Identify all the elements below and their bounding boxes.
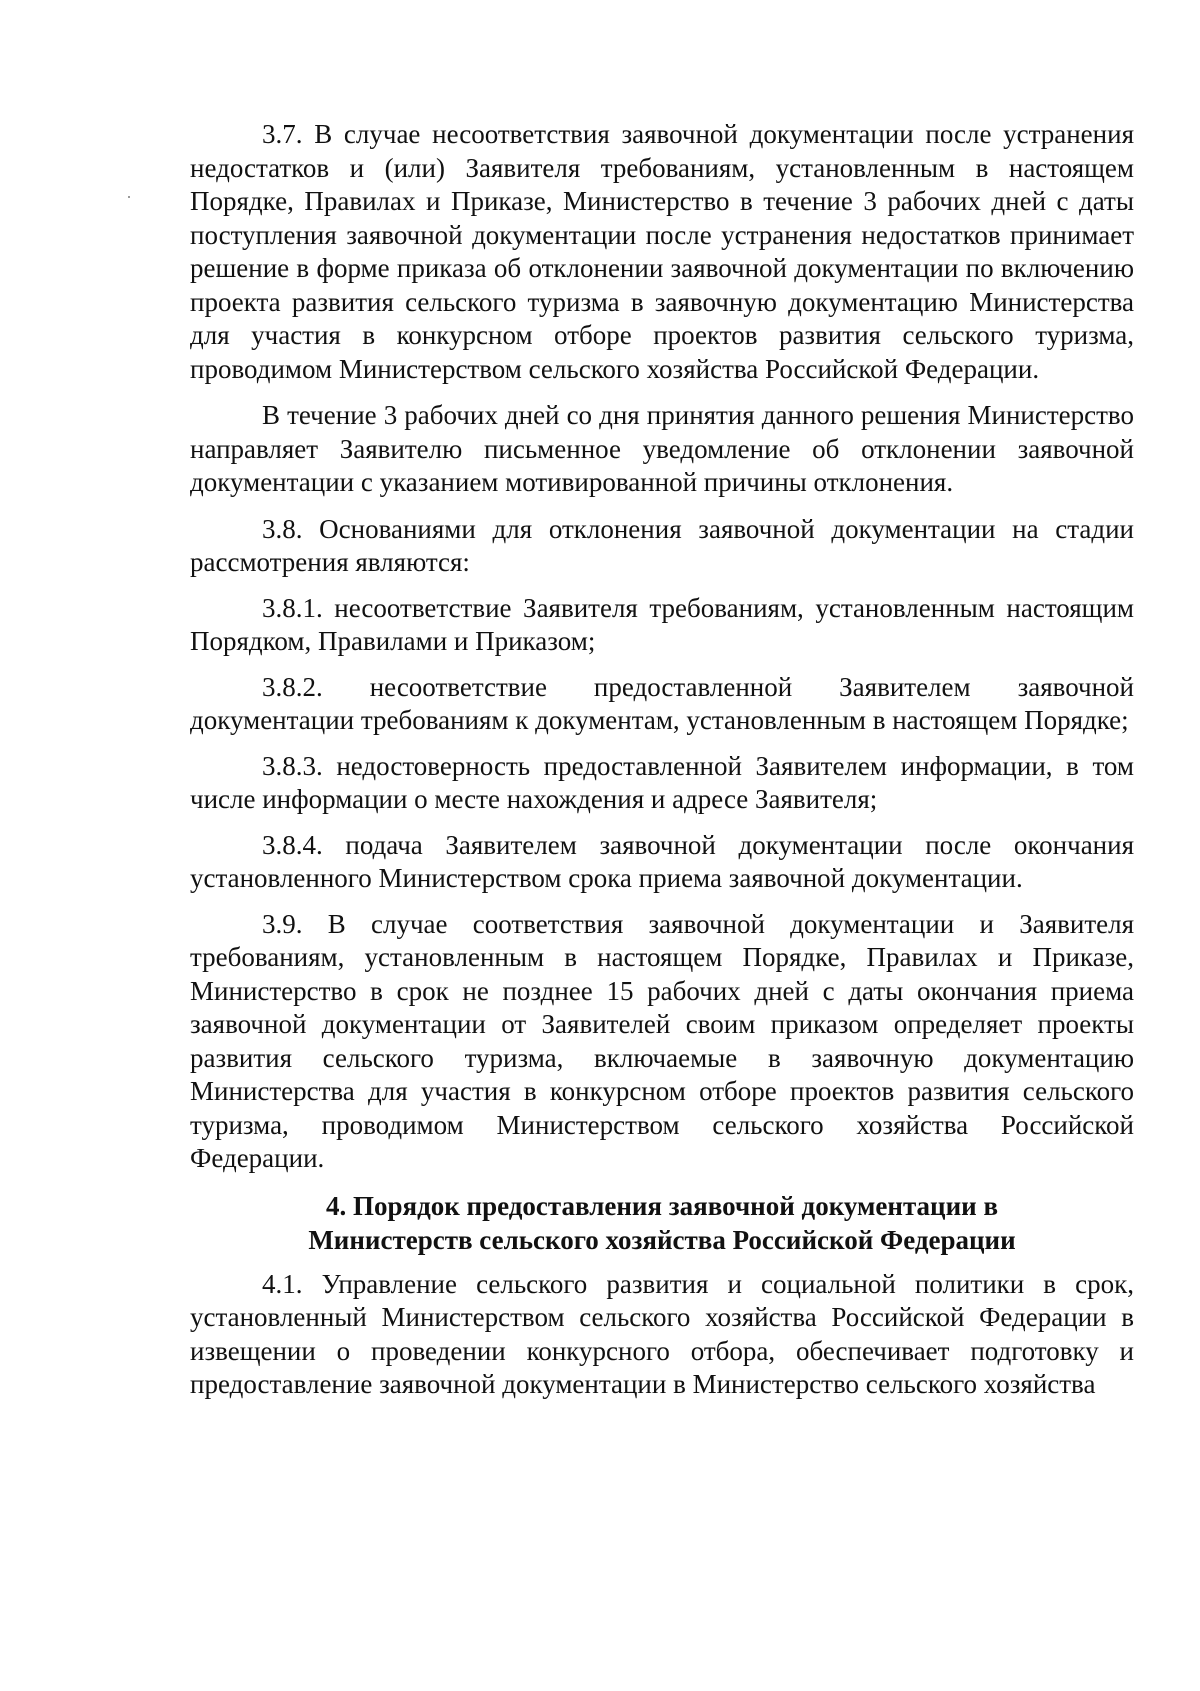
paragraph-3-7: 3.7. В случае несоответствия заявочной документации после устранения недостатков и (или) Заявителя требованиям, установленным в настоящем Порядке, Правилах и Приказе, Министерство в течение 3 рабочих дней с даты поступления заявочной документации после устранения недостатков принимает решение в форме приказа об отклонении заявочной документации по включению проекта развития сельского туризма в заявочную документацию Министерства для участия в конкурсном отборе проектов развития сельского туризма, проводимом Министерством сельского хозяйства Российской Федерации.	[190, 119, 1134, 384]
section-4-heading	[190, 1189, 1134, 1257]
paragraph-3-8-3: 3.8.3. недостоверность предоставленной Заявителем информации, в том числе информации о месте нахождения и адресе Заявителя;	[190, 750, 1134, 814]
paragraph-3-8: 3.8. Основаниями для отклонения заявочной документации на стадии рассмотрения являются:	[190, 513, 1134, 577]
scan-speck	[128, 196, 130, 198]
paragraph-3-8-1: 3.8.1. несоответствие Заявителя требованиям, установленным настоящим Порядком, Правилами и Приказом;	[190, 592, 1134, 656]
paragraph-3-8-2: 3.8.2. несоответствие предоставленной Заявителем заявочной документации требованиям к документам, установленным в настоящем Порядке;	[190, 671, 1134, 735]
paragraph-3-8-4: 3.8.4. подача Заявителем заявочной документации после окончания установленного Министерством срока приема заявочной документации.	[190, 829, 1134, 893]
section-4-heading-line-2: Министерств сельского хозяйства Российской Федерации	[308, 1224, 1016, 1255]
section-4-heading-line-1: 4. Порядок предоставления заявочной документации в	[325, 1190, 999, 1221]
document-page	[190, 118, 1134, 1415]
paragraph-3-9: 3.9. В случае соответствия заявочной документации и Заявителя требованиям, установленным в настоящем Порядке, Правилах и Приказе, Министерство в срок не позднее 15 рабочих дней с даты окончания приема заявочной документации от Заявителей своим приказом определяет проекты развития сельского туризма, включаемые в заявочную документацию Министерства для участия в конкурсном отборе проектов развития сельского туризма, проводимом Министерством сельского хозяйства Российской Федерации.	[190, 908, 1134, 1173]
paragraph-3-7-notice: В течение 3 рабочих дней со дня принятия данного решения Министерство направляет Заявителю письменное уведомление об отклонении заявочной документации с указанием мотивированной причины отклонения.	[190, 400, 1134, 497]
paragraph-4-1: 4.1. Управление сельского развития и социальной политики в срок, установленный Министерством сельского хозяйства Российской Федерации в извещении о проведении конкурсного отбора, обеспечивает подготовку и предоставление заявочной документации в Министерство сельского хозяйства	[190, 1268, 1134, 1399]
